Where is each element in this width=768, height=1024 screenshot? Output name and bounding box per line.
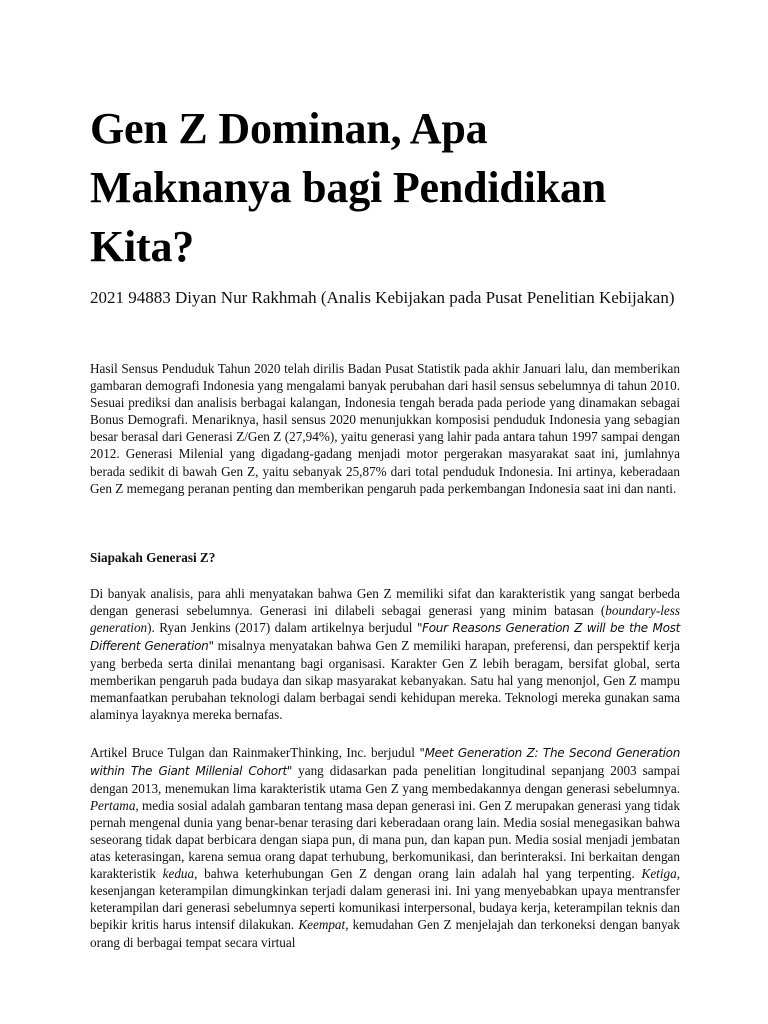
italic-term: Ketiga, [641,866,680,882]
text-run: , kemudahan Gen Z menjelajah dan terkoneksi dengan banyak orang di berbagai tempat secara virtual [90,917,680,950]
article-title: Gen Z Dominan, Apa Maknanya bagi Pendidikan Kita? [90,104,607,271]
text-run: misalnya menyatakan bahwa Gen Z memiliki harapan, preferensi, dan perspektif kerja yang berbeda serta dinilai menantang bagi organisasi. Karakter Gen Z lebih beragam, bersifat global, serta memberikan pengaruh pada budaya dan sikap masyarakat kebanyakan. Satu hal yang menonjol, Gen Z mampu memanfaatkan perubahan teknologi dalam berbagai sendi kehidupan mereka. Teknologi mereka gunakan sama alaminya layaknya mereka bernafas. [90,638,680,723]
text-run: , bahwa keterhubungan Gen Z dengan orang lain adalah hal yang terpenting. [194,866,642,882]
paragraph-intro: Hasil Sensus Penduduk Tahun 2020 telah dirilis Badan Pusat Statistik pada akhir Januari lalu, dan memberikan gambaran demografi Indonesia yang mengalami banyak perubahan dari hasil sensus sebelumnya di tahun 2010. Sesuai prediksi dan analisis berbagai kalangan, Indonesia tengah berada pada periode yang dinamakan sebagai Bonus Demografi. Menariknya, hasil sensus 2020 menunjukkan komposisi penduduk Indonesia yang sebagian besar berasal dari Generasi Z/Gen Z (27,94%), yaitu generasi yang lahir pada antara tahun 1997 sampai dengan 2012. Generasi Milenial yang digadang-gadang menjadi motor pergerakan masyarakat saat ini, jumlahnya berada sedikit di bawah Gen Z, yaitu sebanyak 25,87% dari total penduduk Indonesia. Ini artinya, keberadaan Gen Z memegang peranan penting dan memberikan pengaruh pada perkembangan Indonesia saat ini dan nanti. [90,361,680,496]
paragraph-tulgan-article [90,744,680,951]
italic-term: Keempat [298,917,346,933]
text-run: Artikel Bruce Tulgan dan RainmakerThinking, Inc. berjudul [90,744,420,760]
text-run: yang didasarkan pada penelitian longitudinal sepanjang 2003 sampai dengan 2013, menemukan lima karakteristik utama Gen Z yang membedakannya dengan generasi sebelumnya. [90,762,681,796]
paragraph-gen-z-traits [90,585,680,724]
article-quote-title: "Meet Generation Z: The Second Generation within The Giant Millenial Cohort" [90,745,681,778]
section-heading: Siapakah Generasi Z? [90,549,216,565]
text-run: , media sosial adalah gambaran tentang masa depan generasi ini. Gen Z merupakan generasi yang tidak pernah mengenal dunia yang benar-benar terasing dari keberadaan orang lain. Media sosial menegasikan bahwa seseorang tidak dapat berbicara dengan siapa pun, di mana pun, dan kapan pun. Media sosial menjadi jembatan atas keterasingan, karena semua orang dapat terhubung, berkomunikasi, dan berinteraksi. Ini berkaitan dengan karakteristik [90,797,680,882]
italic-term: Pertama [90,797,136,813]
article-quote-title: "Four Reasons Generation Z will be the Most Different Generation" [90,620,680,654]
document-page [90,0,680,951]
text-run: ). Ryan Jenkins (2017) dalam artikelnya berjudul [147,619,417,635]
article-byline: 2021 94883 Diyan Nur Rakhmah (Analis Kebijakan pada Pusat Penelitian Kebijakan) [90,288,675,307]
italic-term: boundary-less generation [90,602,680,635]
italic-term: kedua [162,866,195,882]
text-run: kesenjangan keterampilan dimungkinkan terjadi dalam generasi ini. Ini yang menyebabkan upaya mentransfer keterampilan dari generasi sebelumnya seperti komunikasi interpersonal, budaya kerja, keterampilan teknis dan bepikir kritis harus intensif dilakukan. [90,883,680,933]
text-run: Di banyak analisis, para ahli menyatakan bahwa Gen Z memiliki sifat dan karakteristik yang sangat berbeda dengan generasi sebelumnya. Generasi ini dilabeli sebagai generasi yang minim batasan ( [90,585,680,618]
